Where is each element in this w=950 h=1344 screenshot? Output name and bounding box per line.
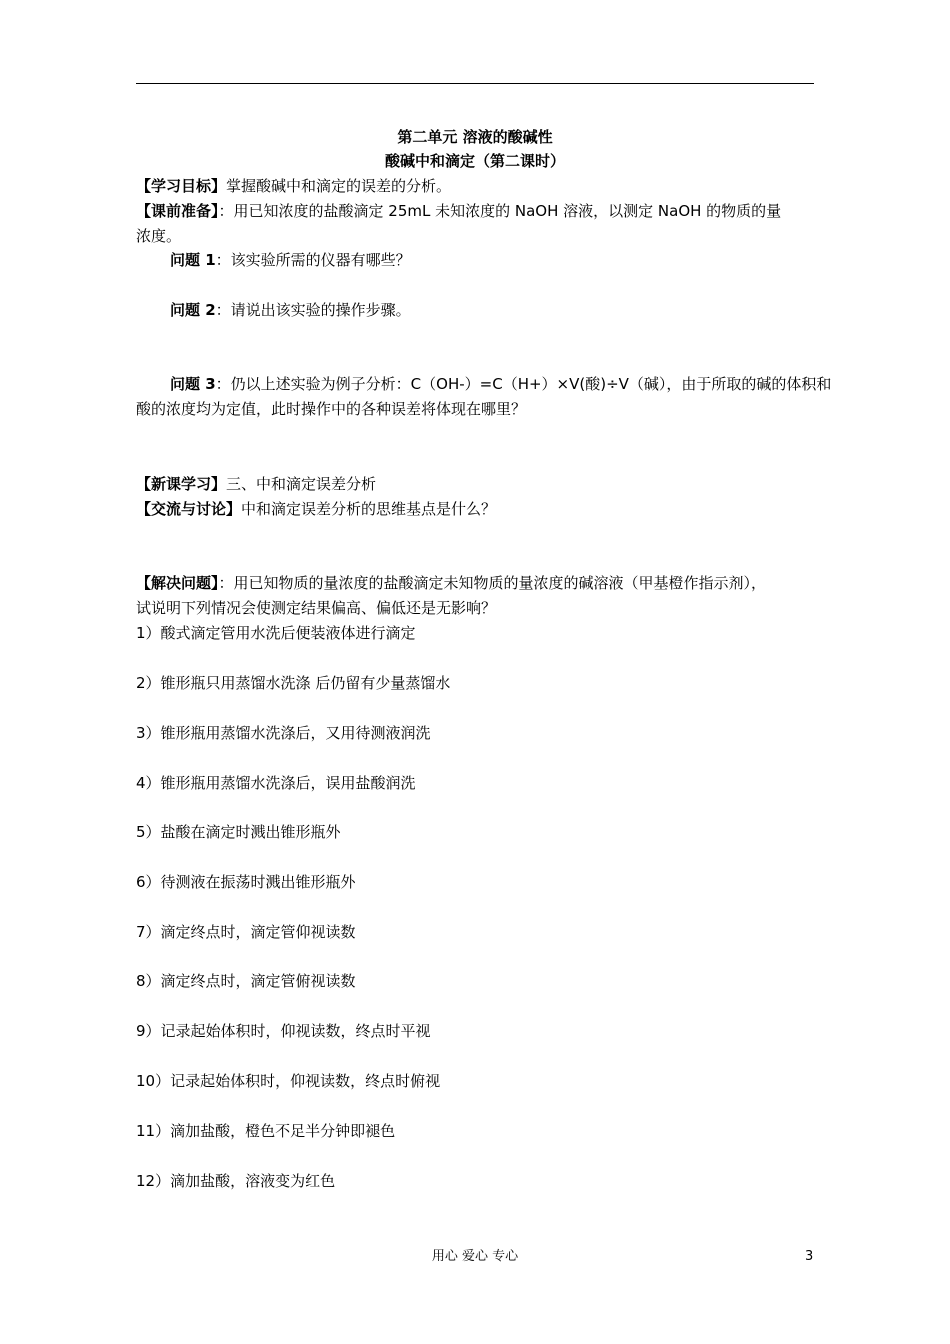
question-1-text: ：该实验所需的仪器有哪些？: [215, 251, 411, 269]
question-1-label: 问题 1: [170, 251, 216, 269]
solve-line-1: [136, 572, 766, 594]
discussion-text: 中和滴定误差分析的思维基点是什么？: [241, 500, 497, 518]
question-3-line-1: [170, 373, 831, 395]
prep-line-2: 浓度。: [136, 227, 182, 245]
learning-goal: [136, 175, 451, 197]
list-item: 10）记录起始体积时，仰视读数，终点时俯视: [136, 1072, 441, 1090]
discussion-label: 【交流与讨论】: [136, 500, 242, 518]
list-item: 4）锥形瓶用蒸馏水洗涤后，误用盐酸润洗: [136, 774, 416, 792]
new-learning-label: 【新课学习】: [136, 475, 227, 493]
list-item: 8）滴定终点时，滴定管俯视读数: [136, 972, 356, 990]
new-learning: [136, 473, 376, 495]
list-item: 5）盐酸在滴定时溅出锥形瓶外: [136, 823, 341, 841]
new-learning-text: 三、中和滴定误差分析: [226, 475, 377, 493]
list-item: 11）滴加盐酸，橙色不足半分钟即褪色: [136, 1122, 396, 1140]
header-rule: [136, 83, 814, 84]
prep-label: 【课前准备】: [136, 202, 219, 220]
page-number: 3: [805, 1249, 814, 1264]
list-item: 12）滴加盐酸，溶液变为红色: [136, 1172, 336, 1190]
footer-motto: 用心 爱心 专心: [431, 1249, 519, 1264]
solve-line-2: 试说明下列情况会使测定结果偏高、偏低还是无影响？: [136, 599, 497, 617]
list-item: 3）锥形瓶用蒸馏水洗涤后，又用待测液润洗: [136, 724, 431, 742]
learning-goal-text: 掌握酸碱中和滴定的误差的分析。: [226, 177, 452, 195]
solve-text-1: ：用已知物质的量浓度的盐酸滴定未知物质的量浓度的碱溶液（甲基橙作指示剂），: [218, 574, 767, 592]
question-3-label: 问题 3: [170, 375, 216, 393]
prep-text-1: ：用已知浓度的盐酸滴定 25mL 未知浓度的 NaOH 溶液，以测定 NaOH 的物质的量: [218, 202, 782, 220]
question-2: [170, 299, 411, 321]
discussion: [136, 498, 496, 520]
list-item: 7）滴定终点时，滴定管仰视读数: [136, 923, 356, 941]
document-subtitle: 酸碱中和滴定（第二课时）: [384, 152, 565, 170]
list-item: 1）酸式滴定管用水洗后便装液体进行滴定: [136, 624, 416, 642]
question-3-line-2: 酸的浓度均为定值，此时操作中的各种误差将体现在哪里？: [136, 400, 527, 418]
prep-line-1: [136, 200, 781, 222]
question-3-text-1: ：仍以上述实验为例子分析：C（OH-）=C（H+）×V(酸)÷V（碱），由于所取的碱的体积和: [215, 375, 832, 393]
learning-goal-label: 【学习目标】: [136, 177, 227, 195]
list-item: 6）待测液在振荡时溅出锥形瓶外: [136, 873, 356, 891]
list-item: 9）记录起始体积时，仰视读数，终点时平视: [136, 1022, 431, 1040]
document-title: 第二单元 溶液的酸碱性: [397, 128, 553, 146]
solve-label: 【解决问题】: [136, 574, 219, 592]
list-item: 2）锥形瓶只用蒸馏水洗涤 后仍留有少量蒸馏水: [136, 674, 451, 692]
question-2-text: ：请说出该实验的操作步骤。: [215, 301, 411, 319]
question-2-label: 问题 2: [170, 301, 216, 319]
question-1: [170, 249, 411, 271]
